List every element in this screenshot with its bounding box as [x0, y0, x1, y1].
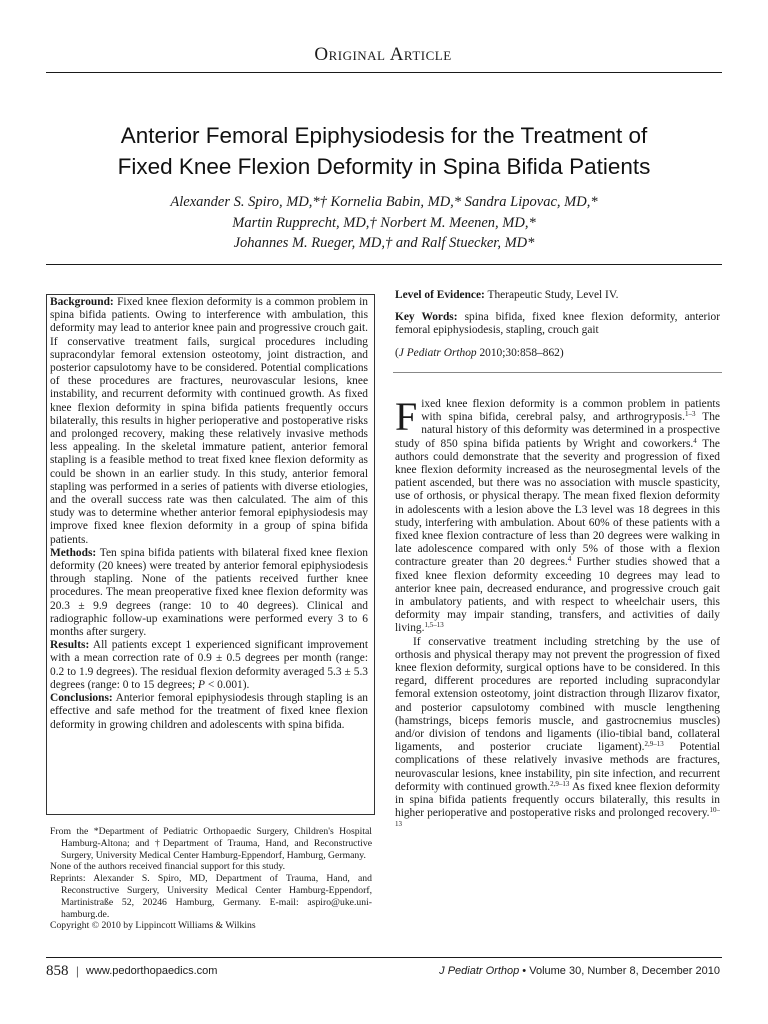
body-text [395, 398, 720, 953]
article-meta [395, 289, 720, 369]
affiliations-footnote [50, 826, 372, 946]
authors-line-1: Alexander S. Spiro, MD,*† Kornelia Babin, MD,* Sandra Lipovac, MD,* [170, 194, 598, 210]
meta-rule [393, 372, 722, 373]
funding-note: None of the authors received financial support for this study. [50, 861, 286, 873]
abstract [50, 296, 368, 806]
p1-text-a: ixed knee flexion deformity is a common problem in patients with spina bifida, cerebral palsy, and arthrogryposis. [421, 398, 720, 424]
journal-issue-info [439, 964, 720, 979]
level-of-evidence [395, 289, 720, 302]
level-label: Level of Evidence: [395, 289, 485, 301]
results-p-symbol: P [198, 678, 205, 691]
results-text-a: All patients except 1 experienced significant improvement with a mean correction rate of 0.9 ± 0.5 degrees per month (range: 0.2 to 1.9 degrees). The residual flexion deformity averaged 5.3 ± 5.3 degrees (range: 0 to 15 degrees; [50, 639, 368, 691]
footer-rule [46, 957, 722, 958]
copyright-note: Copyright © 2010 by Lippincott Williams & Wilkins [50, 920, 256, 932]
citation-ref: 2,9–13 [550, 779, 570, 788]
abstract-results [50, 639, 368, 692]
journal-url: www.pedorthopaedics.com [86, 965, 218, 977]
abstract-background [50, 296, 368, 547]
author-list [60, 192, 708, 254]
citation-open: ( [395, 346, 399, 359]
p1-text-b: The natural history of this deformity was determined in a prospective study of 850 spina bifida patients by Wright and coworkers. [395, 411, 720, 450]
level-text: Therapeutic Study, Level IV. [484, 289, 619, 301]
footer-bullet: • [519, 965, 530, 977]
conclusions-text: Anterior femoral epiphysiodesis through stapling is an effective and safe method for the treatment of fixed knee flexion deformity in growing children and adolescents with spina bifida. [50, 692, 368, 731]
footer-journal-name: J Pediatr Orthop [439, 965, 520, 977]
article-title [40, 120, 728, 182]
keywords-label: Key Words: [395, 311, 458, 324]
footer-separator: | [76, 963, 79, 978]
methods-label: Methods: [50, 546, 97, 559]
p2-text-c: As fixed knee flexion deformity in spina bifida patients frequently occurs bilaterally, this results in higher perioperative and postoperative risks and prolonged recovery. [395, 780, 720, 820]
citation [395, 347, 720, 360]
p2-text-a: If conservative treatment including stretching by the use of orthosis and physical therapy may not prevent the progression of fixed knee flexion deformity, surgical options have to be considered. In this regard, different procedures are reported including supracondylar femoral extension osteotomy, joint distraction through Ilizarov fixator, and posterior capsulotomy combined with muscle lengthening (hamstrings, biceps femoris muscle, and gastrocnemius muscles) and/or division of tendons and ligaments (ilio-tibial band, collateral ligaments, and posterior cruciate ligament). [395, 635, 720, 754]
background-label: Background: [50, 296, 114, 308]
header-rule [46, 72, 722, 73]
authors-line-3: Johannes M. Rueger, MD,† and Ralf Stuecker, MD* [233, 235, 535, 251]
title-line-2: Fixed Knee Flexion Deformity in Spina Bifida Patients [117, 154, 651, 179]
footer-issue: Volume 30, Number 8, December 2010 [529, 965, 720, 977]
conclusions-label: Conclusions: [50, 692, 113, 705]
citation-journal: J Pediatr Orthop [398, 346, 477, 359]
abstract-methods [50, 547, 368, 639]
key-words [395, 311, 720, 337]
section-label: Original Article [314, 44, 452, 65]
citation-ref: 2,9–13 [644, 740, 664, 749]
results-label: Results: [50, 639, 90, 652]
citation-ref: 1–3 [684, 410, 696, 419]
body-paragraph-1 [395, 398, 720, 636]
page-number: 858 [46, 963, 69, 979]
citation-ref: 10–13 [395, 806, 720, 828]
p2-text-b: Potential complications of these relatively invasive methods are fractures, neurovascular lesions, knee instability, pin site infection, and recurrent deformity with continued growth. [395, 741, 720, 793]
authors-line-2: Martin Rupprecht, MD,† Norbert M. Meenen, MD,* [232, 214, 536, 231]
keywords-text: spina bifida, fixed knee flexion deformity, anterior femoral epiphysiodesis, stapling, crouch gait [395, 311, 721, 337]
title-line-1: Anterior Femoral Epiphysiodesis for the Treatment of [120, 123, 648, 148]
p1-text-c: The authors could demonstrate that the severity and progression of fixed knee flexion deformity increased as the neurosegmental levels of the patient ascended, but there was no association with muscle spasticity, use of orthosis, or physical therapy. The mean fixed flexion deformity in adolescents with a lesion above the L3 level was 18 degrees in this study, interfering with ambulation. About 60% of these patients with a fixed knee flexion contracture of less than 20 degrees were walking in late adolescence compared with only 5% of those with a flexion contracture greater than 20 degrees. [395, 437, 720, 569]
body-paragraph-2 [395, 636, 720, 834]
abstract-conclusions [50, 692, 368, 732]
citation-ref: 4 [693, 436, 697, 445]
citation-ref: 4 [567, 555, 572, 564]
reprints-note: Reprints: Alexander S. Spiro, MD, Department of Trauma, Hand, and Reconstructive Surgery, University Medical Center Hamburg-Eppendorf, Martinistraße 52, 20246 Hamburg, Germany. E-mail: aspiro@uke.uni-hamburg.de. [50, 873, 372, 920]
results-text-b: < 0.001). [205, 678, 250, 691]
background-text: Fixed knee flexion deformity is a common problem in spina bifida patients. Owing to interference with ambulation, this deformity may lead to anterior knee pain and progressive crouch gait. If conservative treatment fails, surgical procedures including supracondylar femoral extension osteotomy, joint distraction, and posterior capsulotomy have to be considered. Potential complications of these procedures are fractures, neurovascular lesions, knee instability, and recurrent deformity with continued growth. As fixed knee flexion deformity in spina bifida patients frequently occurs bilaterally, this results in higher perioperative and postoperative risks and prolonged recovery, making these relatively invasive methods less appealing. In the skeletal immature patient, anterior femoral stapling is a feasible method to treat fixed knee flexion deformity as could be shown in an earlier study. In this study, anterior femoral stapling was performed in a series of patients with diverse etiologies, and the overall success rate was then calculated. The aim of this study was to determine whether anterior femoral epiphysiodesis may improve fixed knee flexion deformity in a group of spina bifida patients. [50, 296, 368, 546]
p1-text-d: Further studies showed that a fixed knee flexion deformity exceeding 10 degrees may lead to anterior knee pain, decreased endurance, and progressive crouch gait in ambulatory patients, and with respect to wheelchair users, this deformity may impair standing, transfers, and activities of daily living. [395, 556, 720, 635]
methods-text: Ten spina bifida patients with bilateral fixed knee flexion deformity (20 knees) were treated by anterior femoral epiphysiodesis through stapling. None of the patients received further knee procedures. The mean preoperative fixed knee flexion deformity was 20.3 ± 9.9 degrees (range: 10 to 40 degrees). Clinical and radiographic follow-up examinations were performed every 3 to 6 months after surgery. [50, 546, 368, 639]
citation-rest: 2010;30:858–862) [476, 346, 564, 359]
dropcap-letter: F [395, 398, 418, 439]
author-rule [46, 264, 722, 265]
citation-ref: 1,5–13 [424, 621, 444, 630]
affiliation-from: From the *Department of Pediatric Orthopaedic Surgery, Children's Hospital Hamburg-Altona; and †Department of Trauma, Hand, and Reconstructive Surgery, University Medical Center Hamburg-Eppendorf, Hamburg, Germany. [50, 826, 372, 861]
